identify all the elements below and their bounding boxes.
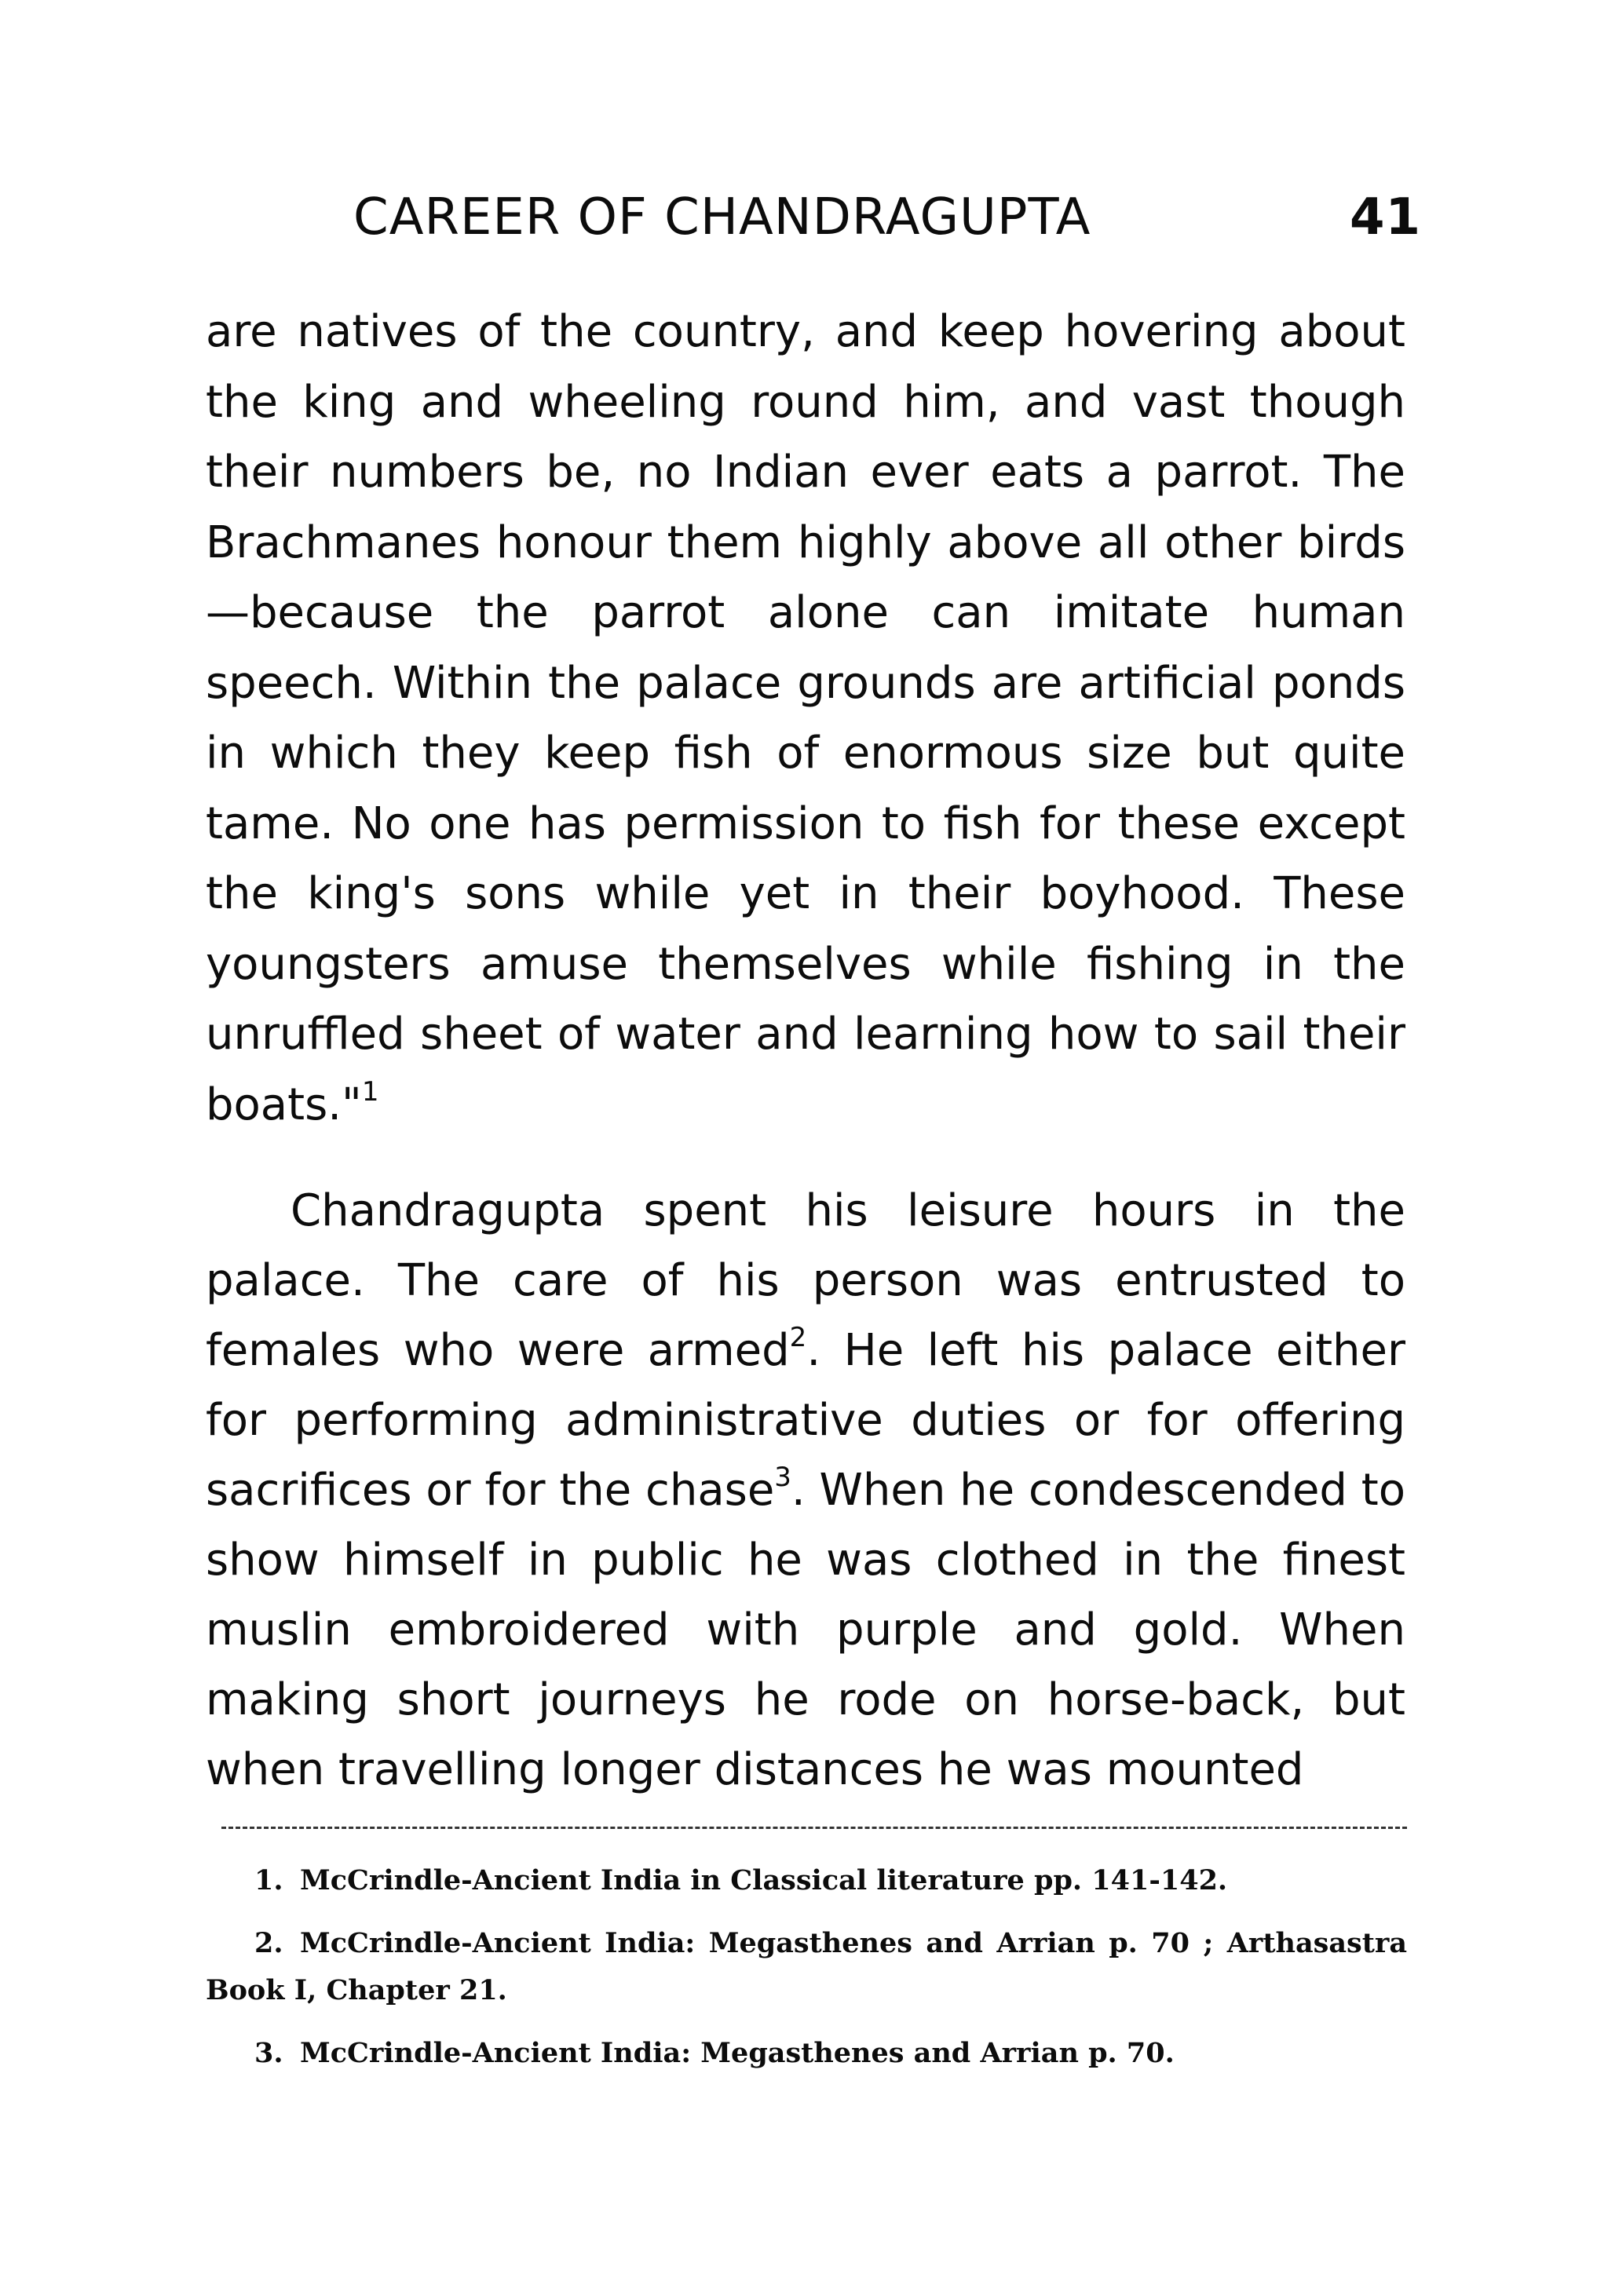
footnotes xyxy=(206,1857,1407,2093)
page-number: 41 xyxy=(1349,188,1421,246)
paragraph-text: Chandragupta spent his leisure hours in the palace. The care of his person was entrusted to females who were armed xyxy=(206,1185,1405,1376)
footnote-text: McCrindle-Ancient India in Classical literature pp. 141-142. xyxy=(300,1864,1228,1896)
running-header xyxy=(353,182,1421,253)
footnote-item xyxy=(206,1857,1407,1904)
footnote-divider xyxy=(221,1827,1407,1829)
chapter-title: CAREER OF CHANDRAGUPTA xyxy=(353,188,1091,246)
footnote-marker: 1 xyxy=(361,1075,379,1108)
footnote-item xyxy=(206,2030,1407,2077)
footnote-number: 1. xyxy=(254,1864,283,1896)
footnote-marker: 3 xyxy=(774,1462,791,1493)
footnote-item xyxy=(206,1920,1407,2014)
footnote-text: McCrindle-Ancient India: Megasthenes and Arrian p. 70 ; Arthasastra Book I, Chapter 21. xyxy=(206,1927,1407,2006)
paragraph-text: are natives of the country, and keep hovering about the king and wheeling round him, and vast though their numbers be, no Indian ever eats a parrot. The Brachmanes honour them highly above all other birds—because the parrot alone can imitate human speech. Within the palace grounds are artificial ponds in which they keep fish of enormous size but quite tame. No one has permission to fish for these except the king's sons while yet in their boyhood. These youngsters amuse themselves while fishing in the unruffled sheet of water and learning how to sail their boats." xyxy=(206,306,1405,1130)
footnote-number: 3. xyxy=(254,2037,283,2069)
footnote-number: 2. xyxy=(254,1927,283,1959)
footnote-text: McCrindle-Ancient India: Megasthenes and Arrian p. 70. xyxy=(300,2037,1175,2069)
paragraph-text: . He left his palace either for performing administrative duties or for offering sacrifices or for the chase xyxy=(206,1325,1405,1516)
paragraph-text: . When he condescended to show himself in public he was clothed in the finest muslin embroidered with purple and gold. When making short journeys he rode on horse-back, but when travelling longer distances he was mounted xyxy=(206,1465,1405,1795)
footnote-marker: 2 xyxy=(789,1322,807,1353)
paragraph-chandragupta-leisure xyxy=(206,1176,1405,1805)
paragraph-continued xyxy=(206,297,1405,1140)
